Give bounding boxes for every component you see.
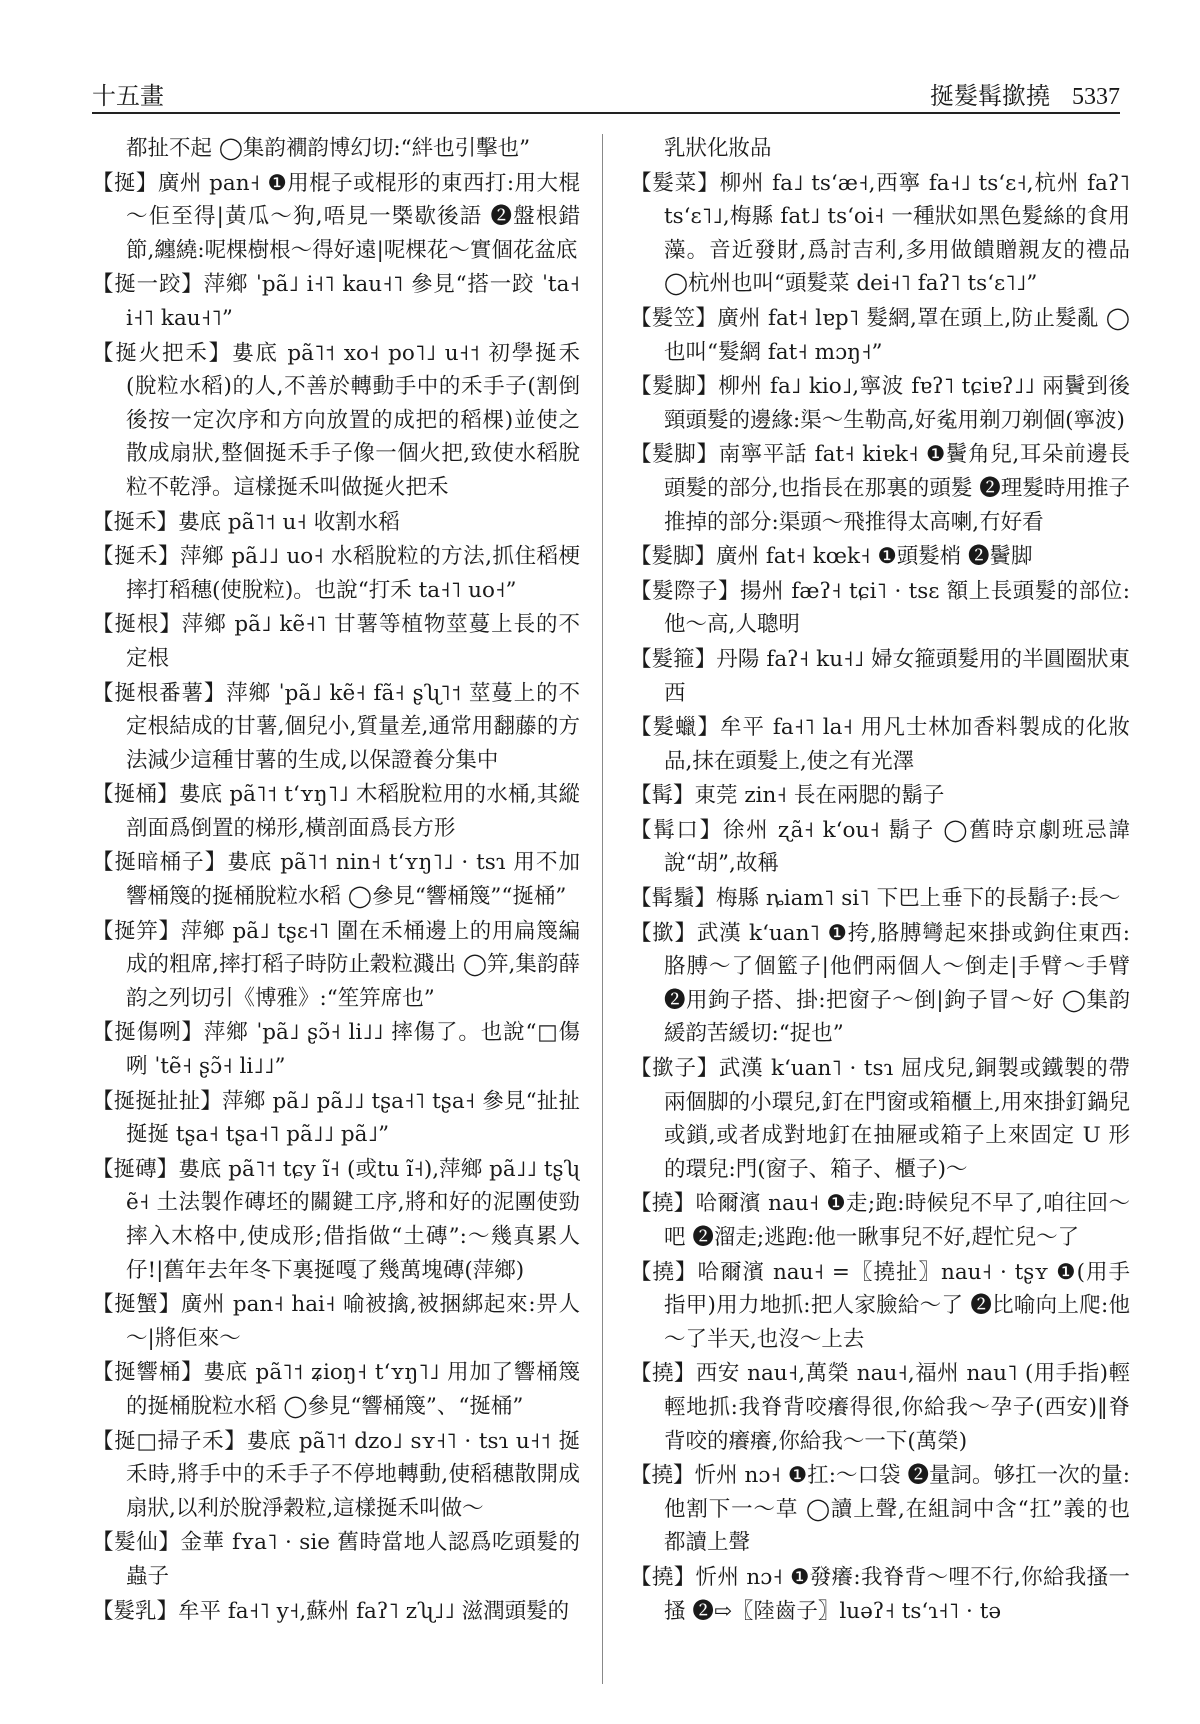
dictionary-entry: 【挻一跤】萍鄉 ˈpã˩ i˧˥ kau˧˥ 參見“搭一跤 ˈta˧ i˧˥ kau˧˥” bbox=[92, 272, 580, 331]
dictionary-entry: 【挻火把禾】婁底 pã˥˦ xo˧ po˥˩ u˧˦ 初學挻禾(脫粒水稻)的人,不善於轉動手中的禾手子(割倒後按一定次序和方向放置的成把的稻棵)並使之散成扇狀,整個挻禾手子像一個火把,致使水稻脫粒不乾淨。這樣挻禾叫做挻火把禾 bbox=[92, 340, 580, 500]
header-characters: 挻髮髯撳撓 bbox=[930, 82, 1050, 110]
dictionary-entry: 【髮乳】牟平 fa˧˥ y˧,蘇州 faʔ˥ zʯ˩˩ 滋潤頭髮的 bbox=[92, 1598, 570, 1624]
dictionary-entry: 【挻磚】婁底 pã˥˦ tɕy ĩ˧ (或tu ĩ˧),萍鄉 pã˩˩ tʂʯ ẽ˧ 土法製作磚坯的關鍵工序,將和好的泥團使勁摔入木格中,使成形;借指做“土磚”:～幾真累人仔!|舊年去年冬下裏挻嘎了幾萬塊磚(萍鄉) bbox=[92, 1156, 580, 1283]
column-divider bbox=[602, 134, 603, 1684]
dictionary-entry: 都扯不起 ◯集韵襉韵博幻切:“絆也引擊也” bbox=[126, 136, 531, 161]
dictionary-entry: 【髮際子】揚州 fæʔ˧ tɕi˥ · tsɛ 額上長頭髮的部位:他～高,人聰明 bbox=[630, 578, 1130, 638]
page-header bbox=[92, 72, 1120, 114]
dictionary-entry: 【髮菜】柳州 fa˩ tsʻæ˧,西寧 fa˧˩ tsʻɛ˧,杭州 faʔ˥ tsʻɛ˥˩,梅縣 fat˩ tsʻoi˧ 一種狀如黑色髮絲的食用藻。音近發財,爲討吉利,多用做饋贈親友的禮品 ◯杭州也叫“頭髮菜 dei˧˥ faʔ˥ tsʻɛ˥˩” bbox=[630, 170, 1130, 297]
dictionary-entry: 乳狀化妝品 bbox=[664, 136, 772, 161]
dictionary-entry: 【髮笠】廣州 fat˧ lɐp˥ 髮網,罩在頭上,防止髮亂 ◯也叫“髮網 fat˧ mɔŋ˧” bbox=[630, 305, 1130, 365]
dictionary-entry: 【撓】忻州 nɔ˧ ❶扛:～口袋 ❷量詞。够扛一次的量:他割下一～草 ◯讀上聲,在組詞中含“扛”義的也都讀上聲 bbox=[630, 1463, 1130, 1556]
dictionary-entry: 【挻暗桶子】婁底 pã˥˦ nin˧ tʻʏŋ˥˩ · tsɿ 用不加響桶篾的挻桶脫粒水稻 ◯參見“響桶篾”“挻桶” bbox=[92, 850, 580, 910]
dictionary-entry: 【挻】廣州 pan˧ ❶用棍子或棍形的東西打:用大棍～佢至得|黃瓜～狗,唔見一㮣歇後語 ❷盤根錯節,纏繞:呢棵樹根～得好遠|呢棵花～實個花盆底 bbox=[92, 170, 580, 263]
dictionary-entry: 【挻□掃子禾】婁底 pã˥˦ dzo˩ sʏ˧˥ · tsɿ u˧˦ 挻禾時,將手中的禾手子不停地轉動,使稻穗散開成扇狀,以利於脫淨穀粒,這樣挻禾叫做～ bbox=[92, 1428, 580, 1521]
dictionary-entry: 【挻禾】婁底 pã˥˦ u˧ 收割水稻 bbox=[92, 509, 400, 535]
dictionary-entry: 【髯】東莞 zin˧ 長在兩腮的鬍子 bbox=[630, 783, 945, 809]
dictionary-entry: 【髯口】徐州 ʐã˧ kʻou˧ 鬍子 ◯舊時京劇班忌諱說“胡”,故稱 bbox=[630, 817, 1130, 877]
dictionary-entry: 【髮蠟】牟平 fa˧˥ la˧ 用凡士林加香料製成的化妝品,抹在頭髮上,使之有光澤 bbox=[630, 715, 1130, 774]
dictionary-entry: 【髮脚】柳州 fa˩ kio˩,寧波 fɐʔ˥ tɕiɐʔ˩˩ 兩鬢到後頸頭髮的邊緣:渠～生勒高,好㝹用剃刀剃個(寧波) bbox=[630, 374, 1130, 433]
dictionary-entry: 【挻蟹】廣州 pan˧ hai˧ 喻被擒,被捆綁起來:畀人～|將佢來～ bbox=[92, 1292, 580, 1351]
dictionary-entry: 【髯鬚】梅縣 ȵiam˥ si˥ 下巴上垂下的長鬍子:長～ bbox=[630, 886, 1121, 912]
left-column bbox=[92, 132, 580, 1684]
dictionary-entry: 【撳子】武漢 kʻuan˥ · tsɿ 屈戌兒,銅製或鐵製的帶兩個脚的小環兒,釘在門窗或箱櫃上,用來掛釘鍋兒或鎖,或者成對地釘在抽屜或箱子上來固定 U 形的環兒:門(窗子、箱子、櫃子)～ bbox=[630, 1056, 1130, 1182]
dictionary-entry: 【挻桶】婁底 pã˥˦ tʻʏŋ˥˩ 木稻脫粒用的水桶,其縱剖面爲倒置的梯形,橫剖面爲長方形 bbox=[92, 782, 580, 841]
dictionary-entry: 【挻根】萍鄉 pã˩ kẽ˧˥ 甘薯等植物莖蔓上長的不定根 bbox=[92, 612, 580, 671]
dictionary-entry: 【挻笄】萍鄉 pã˩ tʂɛ˧˥ 圍在禾桶邊上的用扁篾編成的粗席,摔打稻子時防止穀粒濺出 ◯笄,集韵薛韵之列切引《博雅》:“笙笄席也” bbox=[92, 918, 580, 1011]
dictionary-entry: 【挻禾】萍鄉 pã˩˩ uo˧ 水稻脫粒的方法,抓住稻梗摔打稻穗(使脫粒)。也說“打禾 ta˧˥ uo˧” bbox=[92, 544, 580, 603]
dictionary-entry: 【髮脚】南寧平話 fat˧ kiɐk˧ ❶鬢角兒,耳朵前邊長頭髮的部分,也指長在那裏的頭髮 ❷理髮時用推子推掉的部分:渠頭～飛推得太高喇,冇好看 bbox=[630, 442, 1130, 535]
dictionary-entry: 【髮箍】丹陽 faʔ˧ ku˧˩ 婦女箍頭髮用的半圓圈狀東西 bbox=[630, 646, 1130, 706]
dictionary-entry: 【髮仙】金華 fʏa˥ · sie 舊時當地人認爲吃頭髮的蟲子 bbox=[92, 1530, 580, 1589]
section-label: 十五畫 bbox=[92, 82, 164, 110]
dictionary-entry: 【髮脚】廣州 fat˧ kœk˧ ❶頭髮梢 ❷鬢脚 bbox=[630, 544, 1033, 570]
dictionary-entry: 【挻根番薯】萍鄉 ˈpã˩ kẽ˧ fã˧ ʂʯ˥˦ 莖蔓上的不定根結成的甘薯,個兒小,質量差,通常用翻藤的方法減少這種甘薯的生成,以保證養分集中 bbox=[92, 680, 580, 773]
right-column bbox=[630, 132, 1130, 1684]
dictionary-entry: 【撓】哈爾濱 nau˧ ❶走;跑:時候兒不早了,咱往回～吧 ❷溜走;逃跑:他一瞅事兒不好,趕忙兒～了 bbox=[630, 1191, 1130, 1250]
dictionary-entry: 【撓】忻州 nɔ˧ ❶發癢:我脊背～哩不行,你給我搔一搔 ❷⇨〖陸齒子〗luəʔ˧ tsʻɿ˧˥ · tə bbox=[630, 1564, 1130, 1624]
dictionary-entry: 【挻響桶】婁底 pã˥˦ ʑioŋ˧ tʻʏŋ˥˩ 用加了響桶篾的挻桶脫粒水稻 ◯參見“響桶篾”、“挻桶” bbox=[92, 1360, 580, 1419]
page-number: 5337 bbox=[1072, 84, 1120, 110]
dictionary-entry: 【撳】武漢 kʻuan˥ ❶挎,胳膊彎起來掛或鉤住東西:胳膊～了個籃子|他們兩個人～倒走|手臂～手臂 ❷用鉤子搭、掛:把窗子～倒|鉤子冒～好 ◯集韵緩韵苦緩切:“捉也” bbox=[630, 920, 1130, 1047]
dictionary-entry: 【挻挻扯扯】萍鄉 pã˩ pã˩˩ tʂa˧˥ tʂa˧ 參見“扯扯挻挻 tʂa˧ tʂa˧˥ pã˩˩ pã˩” bbox=[92, 1088, 580, 1148]
dictionary-entry: 【撓】哈爾濱 nau˧ =〖撓扯〗nau˧ · tʂʏ ❶(用手指甲)用力地抓:把人家臉給～了 ❷比喻向上爬:他～了半天,也沒～上去 bbox=[630, 1259, 1130, 1352]
header-right bbox=[930, 76, 1120, 111]
dictionary-entry: 【撓】西安 nau˧,萬榮 nau˧,福州 nau˥ (用手指)輕輕地抓:我脊背咬癢得很,你給我～孕子(西安)‖脊背咬的癢癢,你給我～一下(萬榮) bbox=[630, 1361, 1130, 1454]
dictionary-entry: 【挻傷咧】萍鄉 ˈpã˩ ʂɔ̃˧ li˩˩ 摔傷了。也說“□傷咧 ˈtẽ˧ ʂɔ̃˧ li˩˩” bbox=[92, 1020, 580, 1080]
